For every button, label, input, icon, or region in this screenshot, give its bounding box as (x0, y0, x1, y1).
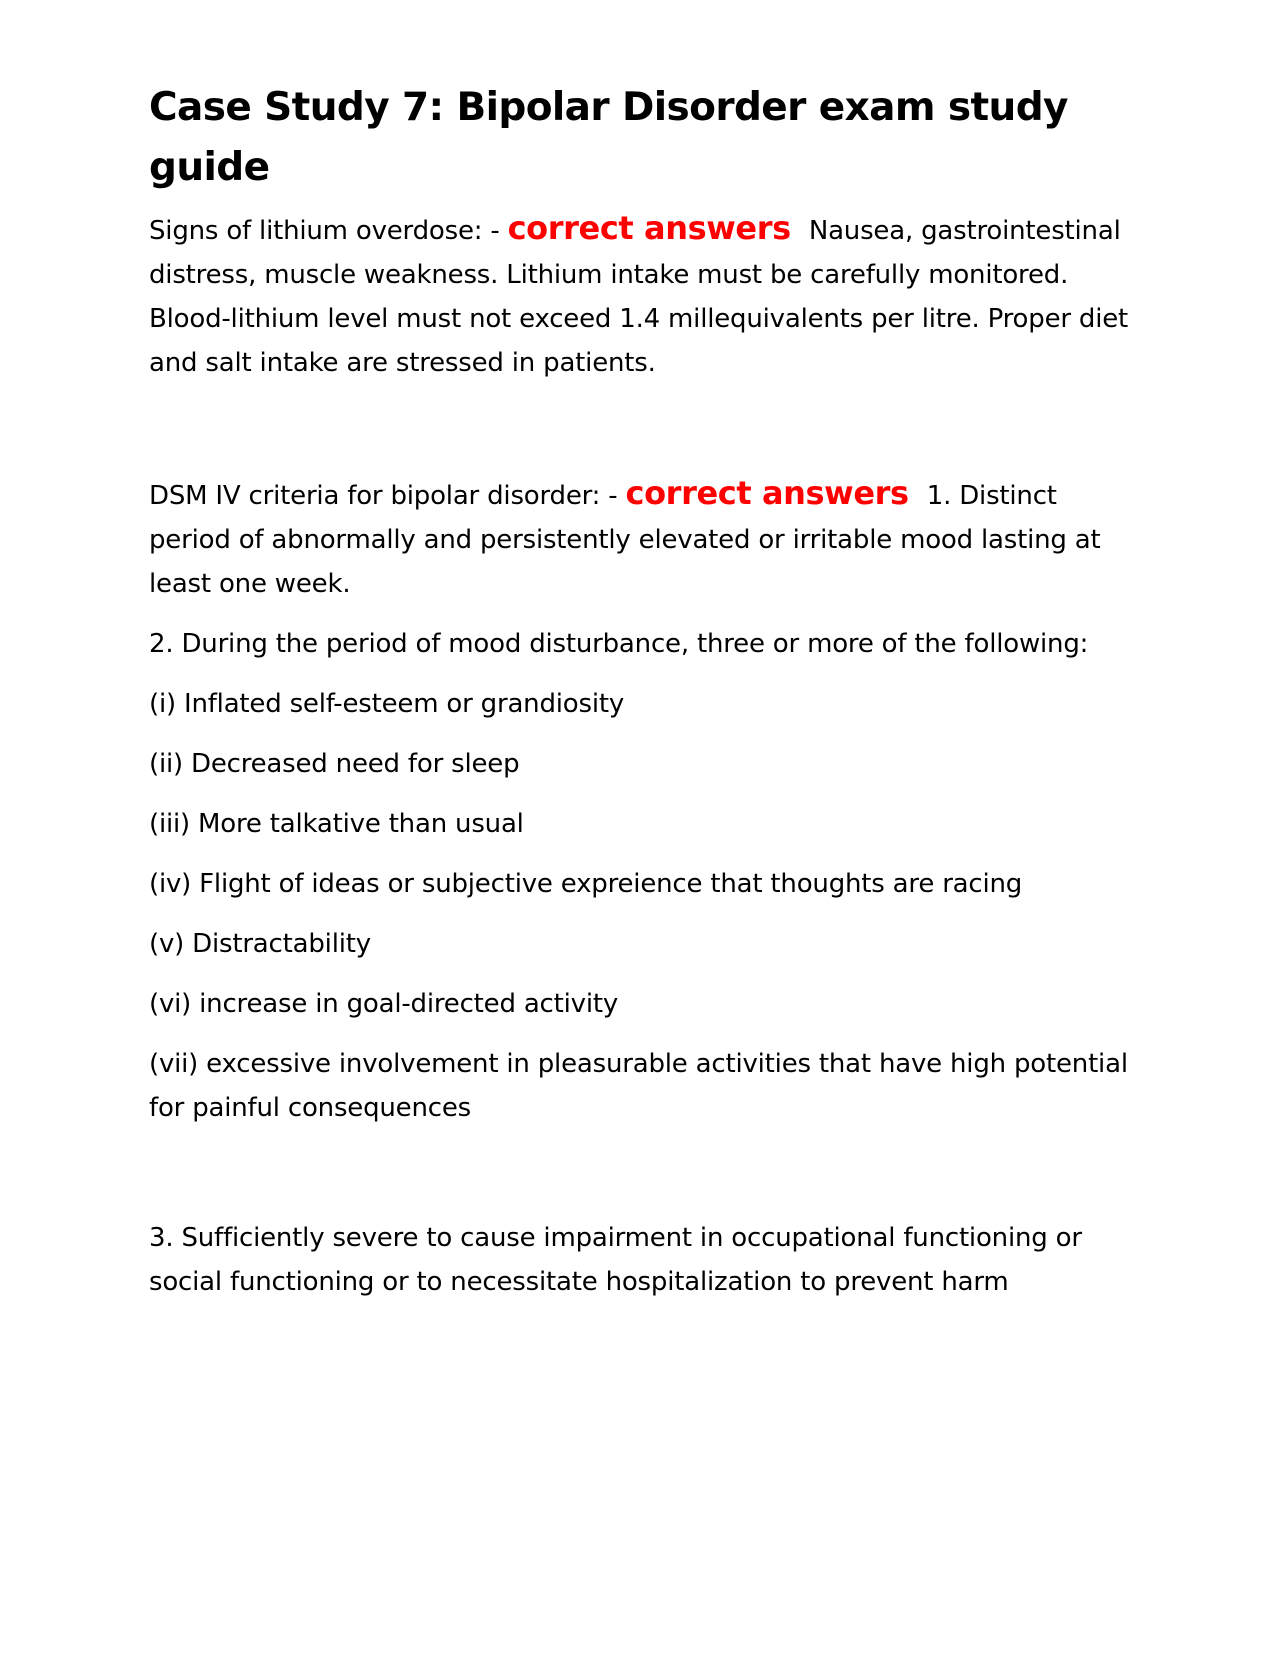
qa-dsm-criteria (149, 471, 1134, 606)
criteria-final-item: 3. Sufficiently severe to cause impairment in occupational functioning or social functioning or to necessitate hospitalization to prevent harm (149, 1223, 1082, 1297)
document-title: Case Study 7: Bipolar Disorder exam study guide (149, 85, 1068, 190)
document-page (149, 78, 1134, 1304)
criteria-item: (ii) Decreased need for sleep (149, 749, 520, 779)
spacer (149, 1130, 1134, 1216)
criteria-item: (vii) excessive involvement in pleasurable activities that have high potential for painful consequences (149, 1049, 1128, 1123)
answer-text: Nausea, gastrointestinal distress, muscle weakness. Lithium intake must be carefully monitored. Blood-lithium level must not exceed 1.4 millequivalents per litre. Proper diet and salt intake are stressed in patients. (149, 216, 1129, 378)
criteria-item: (iv) Flight of ideas or subjective expreience that thoughts are racing (149, 869, 1023, 899)
question-text: Signs of lithium overdose: - (149, 216, 508, 246)
question-text: DSM IV criteria for bipolar disorder: - (149, 481, 626, 511)
criteria-item: (i) Inflated self-esteem or grandiosity (149, 689, 625, 719)
answer-text: 1. Distinct period of abnormally and persistently elevated or irritable mood lasting at least one week. (149, 481, 1101, 599)
correct-answers-marker: correct answers (625, 474, 909, 512)
criteria-item: (v) Distractability (149, 929, 371, 959)
qa-lithium-overdose (149, 206, 1134, 385)
criteria-item: (vi) increase in goal-directed activity (149, 989, 619, 1019)
criteria-item: (iii) More talkative than usual (149, 809, 524, 839)
correct-answers-marker: correct answers (507, 209, 791, 247)
spacer (149, 385, 1134, 471)
criteria-item: 2. During the period of mood disturbance, three or more of the following: (149, 629, 1089, 659)
